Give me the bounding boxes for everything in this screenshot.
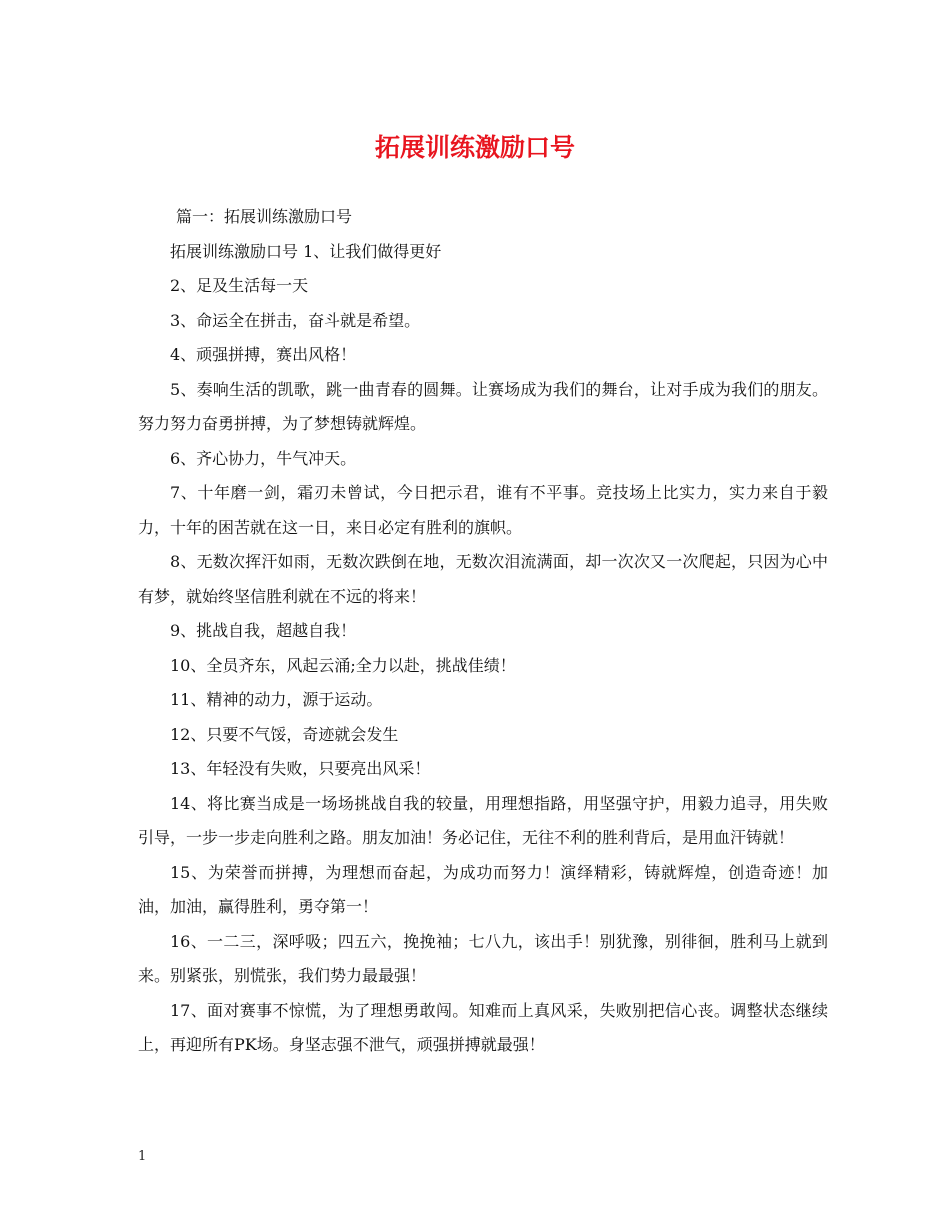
document-title: 拓展训练激励口号	[374, 133, 575, 162]
slogan-paragraph: 12、只要不气馁，奇迹就会发生	[170, 724, 399, 744]
slogan-paragraph: 11、精神的动力，源于运动。	[170, 690, 383, 709]
section-heading: 篇一：拓展训练激励口号	[176, 207, 353, 226]
page-number: 1	[138, 1149, 147, 1164]
slogan-paragraph: 2、足及生活每一天	[170, 276, 309, 295]
slogan-paragraph: 17、面对赛事不惊慌，为了理想勇敢闯。知难而上真风采，失败别把信心丧。调整状态继续上，再迎所有PK场。身坚志强不泄气，顽强拼搏就最强！	[138, 1000, 828, 1054]
slogan-paragraph: 9、挑战自我，超越自我！	[170, 621, 357, 640]
slogan-paragraph: 16、一二三，深呼吸；四五六，挽挽袖；七八九，该出手！别犹豫，别徘徊，胜利马上就到来。别紧张，别慌张，我们势力最最强！	[138, 931, 828, 985]
slogan-paragraph: 3、命运全在拼击，奋斗就是希望。	[170, 310, 421, 330]
slogan-paragraph: 4、顽强拼搏，赛出风格！	[170, 345, 357, 364]
slogan-paragraph: 6、齐心协力，牛气冲天。	[170, 448, 357, 468]
slogan-paragraph: 7、十年磨一剑，霜刃未曾试，今日把示君，谁有不平事。竞技场上比实力，实力来自于毅力，十年的困苦就在这一日，来日必定有胜利的旗帜。	[138, 483, 828, 537]
slogan-paragraph: 13、年轻没有失败，只要亮出风采！	[170, 759, 431, 778]
slogan-paragraph: 8、无数次挥汗如雨，无数次跌倒在地，无数次泪流满面，却一次次又一次爬起，只因为心中有梦，就始终坚信胜利就在不远的将来！	[138, 552, 828, 606]
document-body	[138, 200, 828, 1063]
slogan-paragraph: 15、为荣誉而拼搏，为理想而奋起，为成功而努力！演绎精彩，铸就辉煌，创造奇迹！加油，加油，赢得胜利，勇夺第一！	[138, 862, 828, 916]
slogan-paragraph: 14、将比赛当成是一场场挑战自我的较量，用理想指路，用坚强守护，用毅力追寻，用失败引导，一步一步走向胜利之路。朋友加油！务必记住，无往不利的胜利背后，是用血汗铸就！	[138, 793, 828, 847]
slogan-paragraph: 拓展训练激励口号 1、让我们做得更好	[170, 241, 442, 261]
slogan-paragraph: 10、全员齐东，风起云涌;全力以赴，挑战佳绩！	[170, 655, 516, 675]
slogan-paragraph: 5、奏响生活的凯歌，跳一曲青春的圆舞。让赛场成为我们的舞台，让对手成为我们的朋友。努力努力奋勇拼搏，为了梦想铸就辉煌。	[138, 379, 828, 433]
